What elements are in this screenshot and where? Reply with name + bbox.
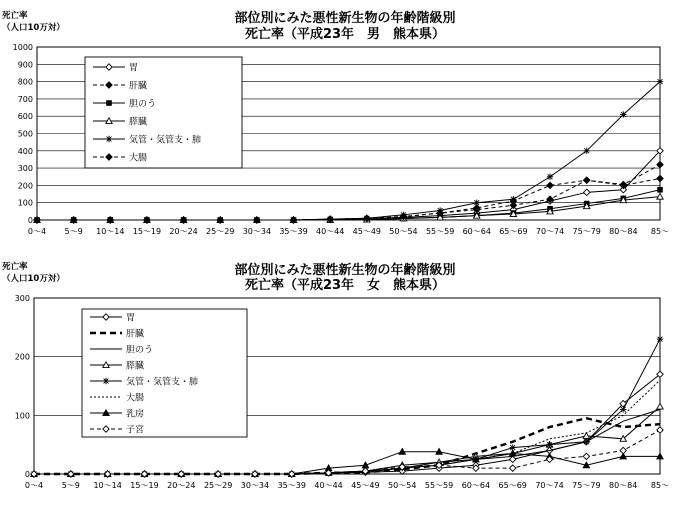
x-tick-label: 75～79 bbox=[572, 227, 601, 236]
series-line bbox=[37, 178, 660, 220]
series-6 bbox=[34, 175, 663, 223]
x-tick-label: 40～44 bbox=[314, 481, 343, 490]
legend-label: 胃 bbox=[129, 63, 139, 74]
y-tick-label: 0 bbox=[27, 216, 33, 225]
y-tick-label: 600 bbox=[17, 112, 33, 122]
legend-label: 胆のう bbox=[129, 99, 157, 110]
data-point bbox=[474, 200, 480, 206]
legend-label: 胃 bbox=[126, 313, 136, 324]
legend bbox=[85, 57, 242, 168]
x-tick-label: 85～ bbox=[650, 481, 670, 490]
legend-label: 膵臓 bbox=[126, 361, 145, 372]
legend-label: 子宮 bbox=[126, 425, 145, 436]
data-point bbox=[657, 187, 663, 193]
x-tick-label: 25～29 bbox=[206, 227, 235, 236]
x-tick-label: 55～59 bbox=[424, 481, 454, 490]
x-tick-label: 0～4 bbox=[24, 481, 44, 490]
data-point bbox=[510, 465, 516, 471]
legend-label: 気管・気管支・肺 bbox=[126, 377, 199, 388]
y-tick-label: 500 bbox=[17, 129, 33, 139]
y-tick-label: 700 bbox=[17, 94, 33, 104]
chart-subtitle: 死亡率（平成23年 男 熊本県） bbox=[244, 27, 446, 42]
legend-box bbox=[85, 57, 242, 168]
legend-label: 大腸 bbox=[129, 153, 148, 164]
legend-label: 膵臓 bbox=[129, 117, 148, 128]
x-tick-label: 65～69 bbox=[499, 227, 528, 236]
female-chart bbox=[2, 261, 669, 490]
data-point bbox=[510, 202, 516, 208]
x-tick-label: 65～69 bbox=[498, 481, 527, 490]
data-point bbox=[620, 447, 626, 453]
series-4 bbox=[34, 193, 663, 222]
y-axis-label: 死亡率 bbox=[2, 11, 28, 21]
legend-marker bbox=[103, 378, 109, 384]
x-tick-label: 35～39 bbox=[277, 481, 306, 490]
series-line bbox=[37, 190, 660, 220]
y-tick-label: 200 bbox=[17, 181, 33, 191]
data-point bbox=[583, 439, 589, 445]
x-tick-label: 20～24 bbox=[169, 227, 198, 236]
data-point bbox=[620, 406, 626, 412]
data-point bbox=[620, 111, 626, 117]
legend-marker bbox=[106, 136, 112, 142]
data-point bbox=[657, 427, 663, 433]
legend-label: 乳房 bbox=[126, 409, 145, 420]
data-point bbox=[547, 174, 553, 180]
y-tick-label: 100 bbox=[14, 411, 30, 421]
y-tick-label: 0 bbox=[24, 470, 30, 479]
legend-label: 胆のう bbox=[126, 345, 154, 356]
series-2 bbox=[34, 161, 663, 223]
y-tick-label: 800 bbox=[17, 77, 33, 87]
data-point bbox=[546, 441, 552, 447]
y-tick-label: 100 bbox=[17, 198, 33, 208]
x-tick-label: 50～54 bbox=[388, 481, 417, 490]
x-tick-label: 85～ bbox=[650, 227, 670, 236]
x-tick-label: 0～4 bbox=[27, 227, 47, 236]
y-tick-label: 400 bbox=[17, 146, 33, 156]
x-tick-label: 10～14 bbox=[96, 227, 125, 236]
data-point bbox=[657, 193, 663, 199]
y-tick-label: 300 bbox=[17, 164, 33, 174]
x-tick-label: 45～49 bbox=[352, 227, 382, 236]
chart-title: 部位別にみた悪性新生物の年齢階級別 bbox=[234, 11, 456, 26]
x-tick-label: 75～79 bbox=[572, 481, 601, 490]
chart-subtitle: 死亡率（平成23年 女 熊本県） bbox=[244, 278, 446, 293]
x-tick-label: 80～84 bbox=[609, 227, 638, 236]
legend-label: 大腸 bbox=[126, 393, 145, 404]
series-line bbox=[37, 165, 660, 220]
data-point bbox=[657, 175, 663, 181]
data-point bbox=[657, 403, 663, 409]
legend-label: 気管・気管支・肺 bbox=[129, 135, 202, 146]
series-3 bbox=[34, 187, 663, 223]
x-tick-label: 5～9 bbox=[61, 481, 80, 490]
chart-title: 部位別にみた悪性新生物の年齢階級別 bbox=[234, 263, 456, 278]
y-tick-label: 1000 bbox=[12, 43, 33, 52]
x-tick-label: 60～64 bbox=[462, 227, 491, 236]
male-chart bbox=[2, 10, 669, 236]
x-tick-label: 70～74 bbox=[535, 481, 564, 490]
x-tick-label: 45～49 bbox=[351, 481, 380, 490]
x-tick-label: 15～19 bbox=[132, 227, 162, 236]
data-point bbox=[510, 456, 516, 462]
y-tick-label: 200 bbox=[14, 352, 30, 362]
data-point bbox=[657, 161, 663, 167]
y-tick-label: 300 bbox=[14, 294, 30, 303]
data-point bbox=[584, 177, 590, 183]
legend-box bbox=[82, 309, 247, 437]
y-tick-label: 900 bbox=[17, 60, 33, 70]
data-point bbox=[657, 336, 663, 342]
y-axis-label: 死亡率 bbox=[2, 262, 28, 272]
x-tick-label: 55～59 bbox=[425, 227, 455, 236]
x-tick-label: 60～64 bbox=[461, 481, 491, 490]
x-tick-label: 5～9 bbox=[64, 227, 83, 236]
data-point bbox=[584, 148, 590, 154]
x-tick-label: 40～44 bbox=[315, 227, 345, 236]
y-axis-unit: （人口10万対） bbox=[2, 23, 65, 33]
x-tick-label: 30～34 bbox=[242, 227, 272, 236]
y-axis-unit: （人口10万対） bbox=[2, 274, 65, 284]
x-tick-label: 15～19 bbox=[130, 481, 159, 490]
x-tick-label: 30～34 bbox=[240, 481, 270, 490]
x-tick-label: 35～39 bbox=[279, 227, 308, 236]
legend-label: 肝臓 bbox=[126, 329, 145, 340]
data-point bbox=[547, 182, 553, 188]
x-tick-label: 20～24 bbox=[167, 481, 196, 490]
legend-label: 肝臓 bbox=[129, 81, 148, 92]
x-tick-label: 25～29 bbox=[203, 481, 233, 490]
x-tick-label: 50～54 bbox=[389, 227, 418, 236]
x-tick-label: 10～14 bbox=[93, 481, 122, 490]
legend-marker bbox=[106, 100, 112, 106]
legend bbox=[82, 309, 247, 437]
series-line bbox=[34, 452, 660, 474]
x-tick-label: 70～74 bbox=[535, 227, 565, 236]
series-line bbox=[37, 197, 660, 220]
x-tick-label: 80～84 bbox=[608, 481, 638, 490]
data-point bbox=[657, 78, 663, 84]
data-point bbox=[584, 189, 590, 195]
data-point bbox=[583, 453, 589, 459]
